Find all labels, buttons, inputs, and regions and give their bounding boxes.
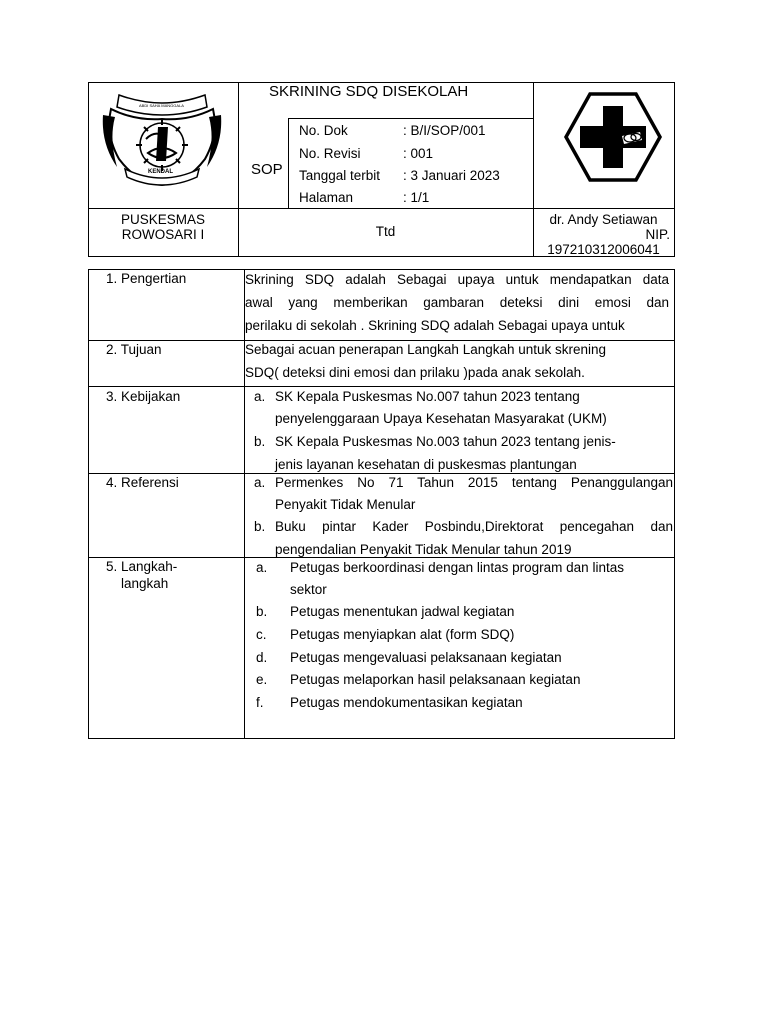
- langkah-marker: c.: [256, 627, 267, 642]
- referensi-item-line: Buku pintar Kader Posbindu,Direktorat pencegahan dan: [275, 519, 673, 534]
- kebijakan-marker: a.: [254, 389, 266, 404]
- section-label-pengertian: 1. Pengertian: [106, 271, 187, 286]
- langkah-marker: e.: [256, 672, 268, 687]
- section-label-langkah-cont: langkah: [121, 576, 169, 591]
- signature-placeholder: Ttd: [375, 224, 396, 239]
- langkah-marker: b.: [256, 604, 268, 619]
- referensi-item-line: Permenkes No 71 Tahun 2015 tentang Penanggulangan: [275, 475, 673, 490]
- revision-label: No. Revisi: [299, 146, 361, 161]
- doc-number-label: No. Dok: [299, 123, 348, 138]
- section-label-referensi: 4. Referensi: [106, 475, 179, 490]
- pengertian-line: perilaku di sekolah . Skrining SDQ adalah Sebagai upaya untuk: [245, 318, 625, 333]
- langkah-step-continuation: sektor: [290, 582, 327, 597]
- signer-name: dr. Andy Setiawan: [549, 212, 658, 227]
- kebijakan-item-line: SK Kepala Puskesmas No.007 tahun 2023 tentang: [275, 389, 580, 404]
- emblem-region: KENDAL: [148, 169, 173, 175]
- org-name-line1: PUSKESMAS: [120, 212, 206, 227]
- kebijakan-item-line: SK Kepala Puskesmas No.003 tahun 2023 tentang jenis-: [275, 434, 616, 449]
- langkah-step: Petugas menentukan jadwal kegiatan: [290, 604, 515, 619]
- kebijakan-marker: b.: [254, 434, 266, 449]
- doc-number-value: : B/I/SOP/001: [403, 123, 486, 138]
- tujuan-line: SDQ( deteksi dini emosi dan prilaku )pada anak sekolah.: [245, 365, 585, 380]
- section-label-langkah: 5. Langkah-: [106, 559, 178, 574]
- pengertian-line: Skrining SDQ adalah Sebagai upaya untuk mendapatkan data: [245, 272, 669, 287]
- section-label-tujuan: 2. Tujuan: [106, 342, 162, 357]
- tujuan-line: Sebagai acuan penerapan Langkah Langkah untuk skrening: [245, 342, 607, 357]
- referensi-item-line: Penyakit Tidak Menular: [275, 497, 416, 512]
- issue-date-value: : 3 Januari 2023: [403, 168, 500, 183]
- referensi-item-line: pengendalian Penyakit Tidak Menular tahun 2019: [275, 542, 572, 557]
- langkah-marker: d.: [256, 650, 268, 665]
- langkah-step: Petugas mengevaluasi pelaksanaan kegiatan: [290, 650, 562, 665]
- langkah-step: Petugas berkoordinasi dengan lintas program dan lintas: [290, 560, 624, 575]
- sop-label: SOP: [251, 161, 283, 178]
- langkah-marker: a.: [256, 560, 268, 575]
- puskesmas-cross-icon: [562, 92, 664, 182]
- signer-nip: 197210312006041: [547, 242, 660, 257]
- kendal-emblem-logo: [101, 89, 223, 187]
- referensi-marker: a.: [254, 475, 266, 490]
- langkah-step: Petugas mendokumentasikan kegiatan: [290, 695, 523, 710]
- signer-nip-label: NIP.: [645, 227, 670, 242]
- page-value: : 1/1: [403, 190, 430, 205]
- document-title: SKRINING SDQ DISEKOLAH: [269, 83, 469, 100]
- referensi-marker: b.: [254, 519, 266, 534]
- kebijakan-item-line: jenis layanan kesehatan di puskesmas plantungan: [275, 457, 577, 472]
- revision-value: : 001: [403, 146, 434, 161]
- langkah-step: Petugas menyiapkan alat (form SDQ): [290, 627, 515, 642]
- issue-date-label: Tanggal terbit: [299, 168, 381, 183]
- org-name-line2: ROWOSARI I: [121, 227, 205, 242]
- pengertian-line: awal yang memberikan gambaran deteksi dini emosi dan: [245, 295, 669, 310]
- emblem-motto: ABDI SAHA MANGGALA: [139, 103, 184, 108]
- langkah-marker: f.: [256, 695, 264, 710]
- langkah-step: Petugas melaporkan hasil pelaksanaan kegiatan: [290, 672, 581, 687]
- page-label: Halaman: [299, 190, 354, 205]
- section-label-kebijakan: 3. Kebijakan: [106, 389, 181, 404]
- kebijakan-item-line: penyelenggaraan Upaya Kesehatan Masyarakat (UKM): [275, 411, 607, 426]
